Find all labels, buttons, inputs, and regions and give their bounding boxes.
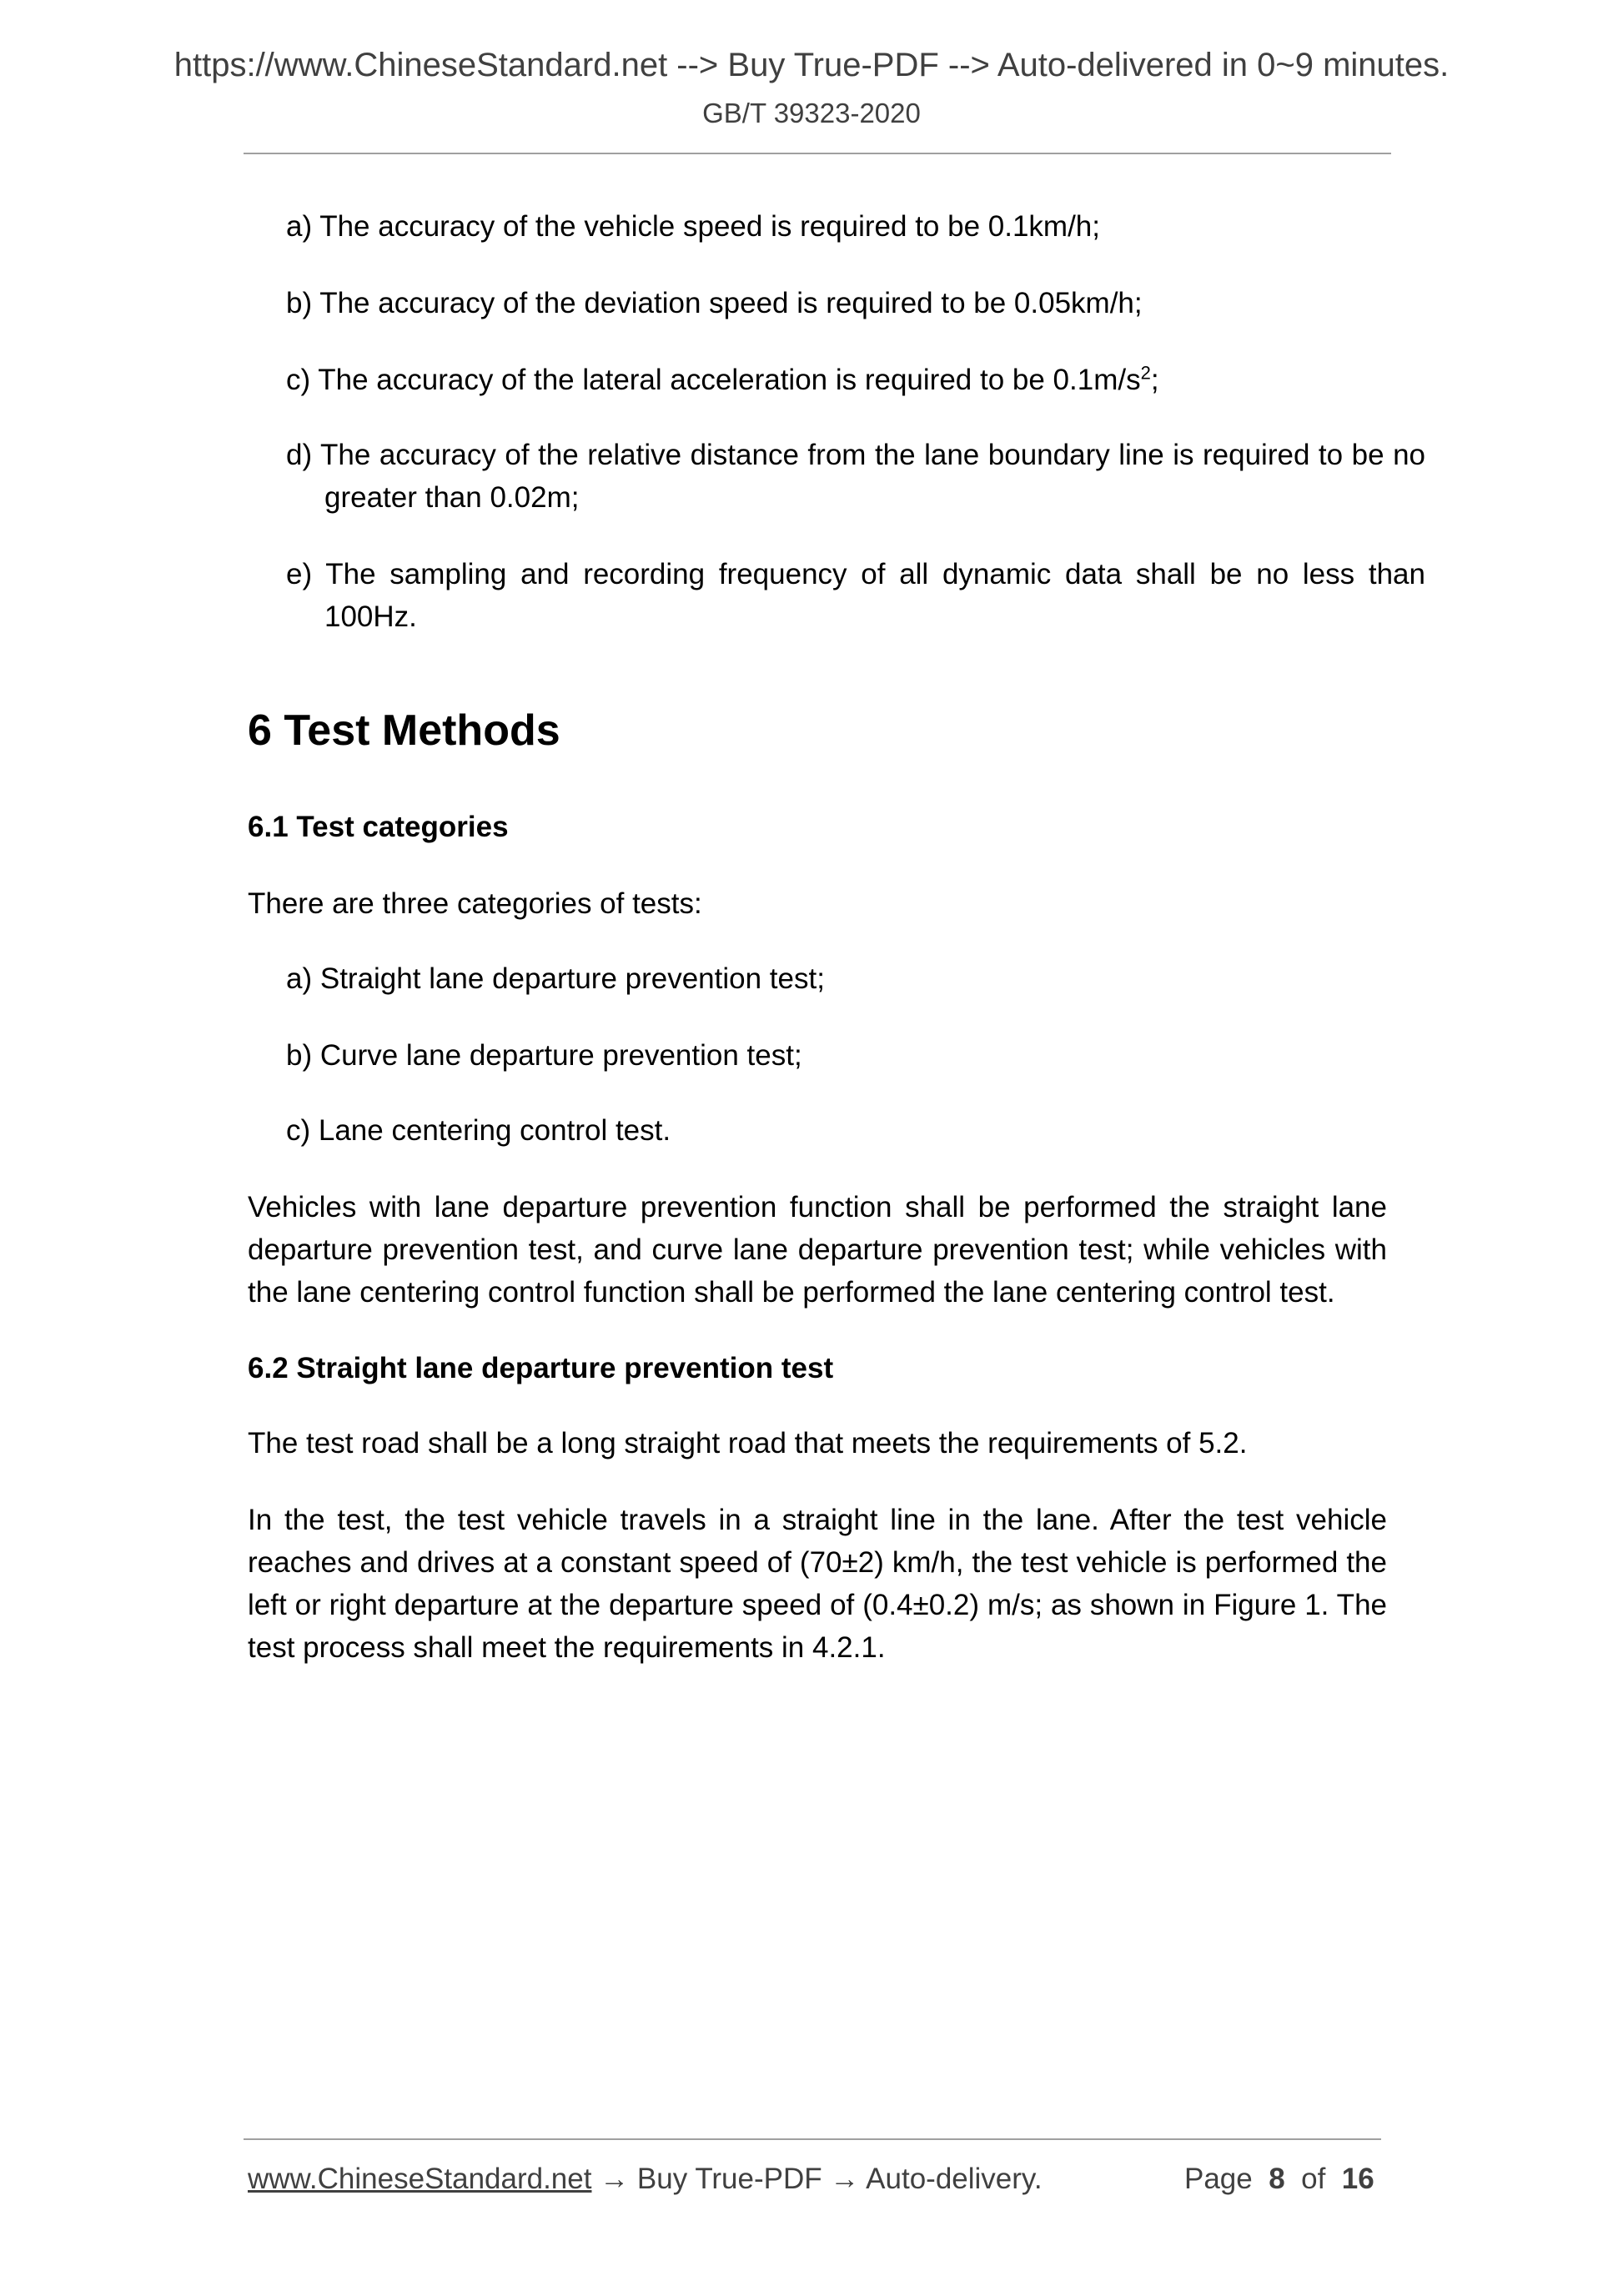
category-b: b) Curve lane departure prevention test; [286, 1039, 802, 1072]
requirement-a: a) The accuracy of the vehicle speed is required to be 0.1km/h; [286, 210, 1101, 243]
header-divider [244, 153, 1391, 154]
test-road-paragraph: The test road shall be a long straight road that meets the requirements of 5.2. [248, 1427, 1248, 1459]
page-total: 16 [1341, 2163, 1374, 2195]
subsection-heading-6-2: 6.2 Straight lane departure prevention test [248, 1352, 834, 1384]
footer-tagline: → Buy True-PDF → Auto-delivery. [591, 2163, 1043, 2195]
superscript: 2 [1140, 362, 1151, 384]
of-label: of [1301, 2163, 1326, 2195]
requirement-c-end: ; [1150, 364, 1159, 396]
requirement-d: d) The accuracy of the relative distance from the lane boundary line is required to be no greater than 0.02m; [286, 439, 1425, 514]
page-label: Page [1184, 2163, 1253, 2195]
page-indicator [1184, 2158, 1374, 2200]
footer-link[interactable]: www.ChineseStandard.net [248, 2163, 592, 2195]
footer-text [248, 2158, 1043, 2200]
requirement-c-text: c) The accuracy of the lateral acceleration is required to be 0.1m/s [286, 364, 1141, 396]
section-heading: 6 Test Methods [248, 706, 560, 755]
footer-divider [244, 2138, 1381, 2140]
document-id: GB/T 39323-2020 [702, 98, 921, 128]
categories-paragraph: Vehicles with lane departure prevention function shall be performed the straight lane departure prevention test, and curve lane departure prevention test; while vehicles with the lane centering control function shall be performed the lane centering control test. [248, 1191, 1387, 1309]
requirement-e: e) The sampling and recording frequency of all dynamic data shall be no less than 100Hz. [286, 558, 1425, 633]
header-banner: https://www.ChineseStandard.net --> Buy True-PDF --> Auto-delivered in 0~9 minutes. [173, 47, 1450, 83]
test-procedure-paragraph: In the test, the test vehicle travels in a straight line in the lane. After the test vehicle reaches and drives at a constant speed of (70±2) km/h, the test vehicle is performed the left or right departure at the departure speed of (0.4±0.2) m/s; as shown in Figure 1. The test process shall meet the requirements in 4.2.1. [248, 1504, 1387, 1664]
category-c: c) Lane centering control test. [286, 1114, 671, 1147]
subsection-heading-6-1: 6.1 Test categories [248, 811, 509, 843]
category-a: a) Straight lane departure prevention test; [286, 962, 825, 995]
requirement-b: b) The accuracy of the deviation speed is required to be 0.05km/h; [286, 287, 1143, 319]
requirement-c [286, 359, 1425, 401]
categories-intro: There are three categories of tests: [248, 887, 702, 920]
page-number: 8 [1269, 2163, 1285, 2195]
